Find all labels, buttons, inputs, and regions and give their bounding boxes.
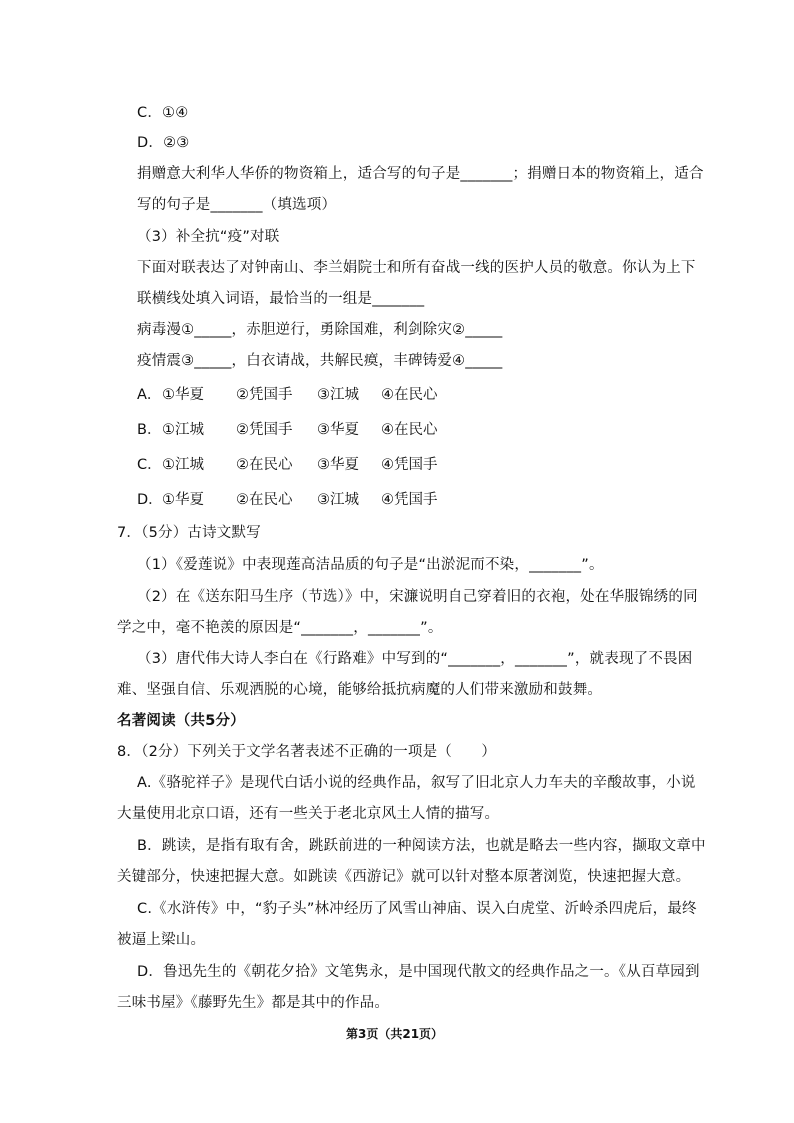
option-d-prev: D．②③	[137, 135, 190, 151]
option-item: ③江城	[317, 387, 359, 403]
q6-paragraph-line-1: 捐赠意大利华人华侨的物资箱上，适合写的句子是_______；捐赠日本的物资箱上，适合	[137, 166, 704, 182]
q8-option-d-line-2: 三味书屋》《藤野先生》都是其中的作品。	[117, 995, 390, 1011]
q6-paragraph-line-2: 写的句子是_______（填选项）	[137, 197, 337, 213]
option-item: ②在民心	[236, 492, 293, 508]
q8-option-c-line-1: C.《水浒传》中，“豹子头”林冲经历了风雪山神庙、误入白虎堂、沂岭杀四虎后，最终	[137, 901, 697, 917]
option-letter: A．	[137, 387, 162, 403]
q8-option-a-line-2: 大量使用北京口语，还有一些关于老北京风土人情的描写。	[117, 806, 500, 822]
option-item: ④凭国手	[381, 492, 438, 508]
option-letter: C．	[137, 457, 162, 473]
q6-sub3-title: （3）补全抗“疫”对联	[137, 229, 280, 245]
q6-sub3-line-2: 联横线处填入词语，最恰当的一组是_______	[137, 291, 425, 307]
q7-sub3-line-2: 难、坚强自信、乐观洒脱的心境，能够给抵抗病魔的人们带来激励和鼓舞。	[117, 682, 603, 698]
q7-sub1: （1）《爱莲说》中表现莲高洁品质的句子是“出淤泥而不染，_______”。	[137, 557, 604, 573]
q8-option-a-line-1: A.《骆驼祥子》是现代白话小说的经典作品，叙写了旧北京人力车夫的辛酸故事，小说	[137, 775, 696, 791]
q8-option-b-line-1: B．跳读，是指有取有舍，跳跃前进的一种阅读方法，也就是略去一些内容，撷取文章中	[137, 838, 706, 854]
section-heading: 名著阅读（共5分）	[117, 713, 245, 729]
option-letter: D．	[137, 492, 163, 508]
option-c-prev: C．①④	[137, 105, 189, 121]
option-item: ③华夏	[317, 457, 359, 473]
option-item: ②凭国手	[236, 387, 293, 403]
q7-sub2-line-2: 学之中，毫不艳羡的原因是“_______，_______”。	[117, 620, 443, 636]
option-item: ②在民心	[236, 457, 293, 473]
option-item: ③华夏	[317, 422, 359, 438]
page-number: 第3页（共21页）	[346, 1027, 444, 1041]
option-item: ①江城	[162, 457, 204, 473]
option-item: ①江城	[162, 422, 204, 438]
option-item: ①华夏	[162, 387, 204, 403]
option-item: ②凭国手	[236, 422, 293, 438]
q8-option-c-line-2: 被逼上梁山。	[117, 932, 206, 948]
q8-option-d-line-1: D．鲁迅先生的《朝花夕拾》文笔隽永，是中国现代散文的经典作品之一。《从百草园到	[137, 964, 700, 980]
option-item: ④在民心	[381, 387, 438, 403]
option-item: ④在民心	[381, 422, 438, 438]
couplet-lower: 疫情震③_____，白衣请战，共解民瘼，丰碑铸爱④_____	[137, 353, 503, 369]
q6-sub3-line-1: 下面对联表达了对钟南山、李兰娟院士和所有奋战一线的医护人员的敬意。你认为上下	[137, 260, 696, 276]
option-letter: B．	[137, 422, 162, 438]
q8-title: 8．（2分）下列关于文学名著表述不正确的一项是（ ）	[117, 744, 497, 760]
option-item: ①华夏	[162, 492, 204, 508]
couplet-upper: 病毒漫①_____，赤胆逆行，勇除国难，利剑除灾②_____	[137, 322, 503, 338]
q7-sub2-line-1: （2）在《送东阳马生序（节选）》中，宋濂说明自己穿着旧的衣袍，处在华服锦绣的同	[137, 589, 698, 605]
q7-title: 7．（5分）古诗文默写	[117, 525, 261, 541]
option-item: ④凭国手	[381, 457, 438, 473]
q7-sub3-line-1: （3）唐代伟大诗人李白在《行路难》中写到的“_______，_______”，就表现了不畏困	[137, 651, 693, 667]
q8-option-b-line-2: 关键部分，快速把握大意。如跳读《西游记》就可以针对整本原著浏览，快速把握大意。	[117, 869, 691, 885]
option-item: ③江城	[317, 492, 359, 508]
